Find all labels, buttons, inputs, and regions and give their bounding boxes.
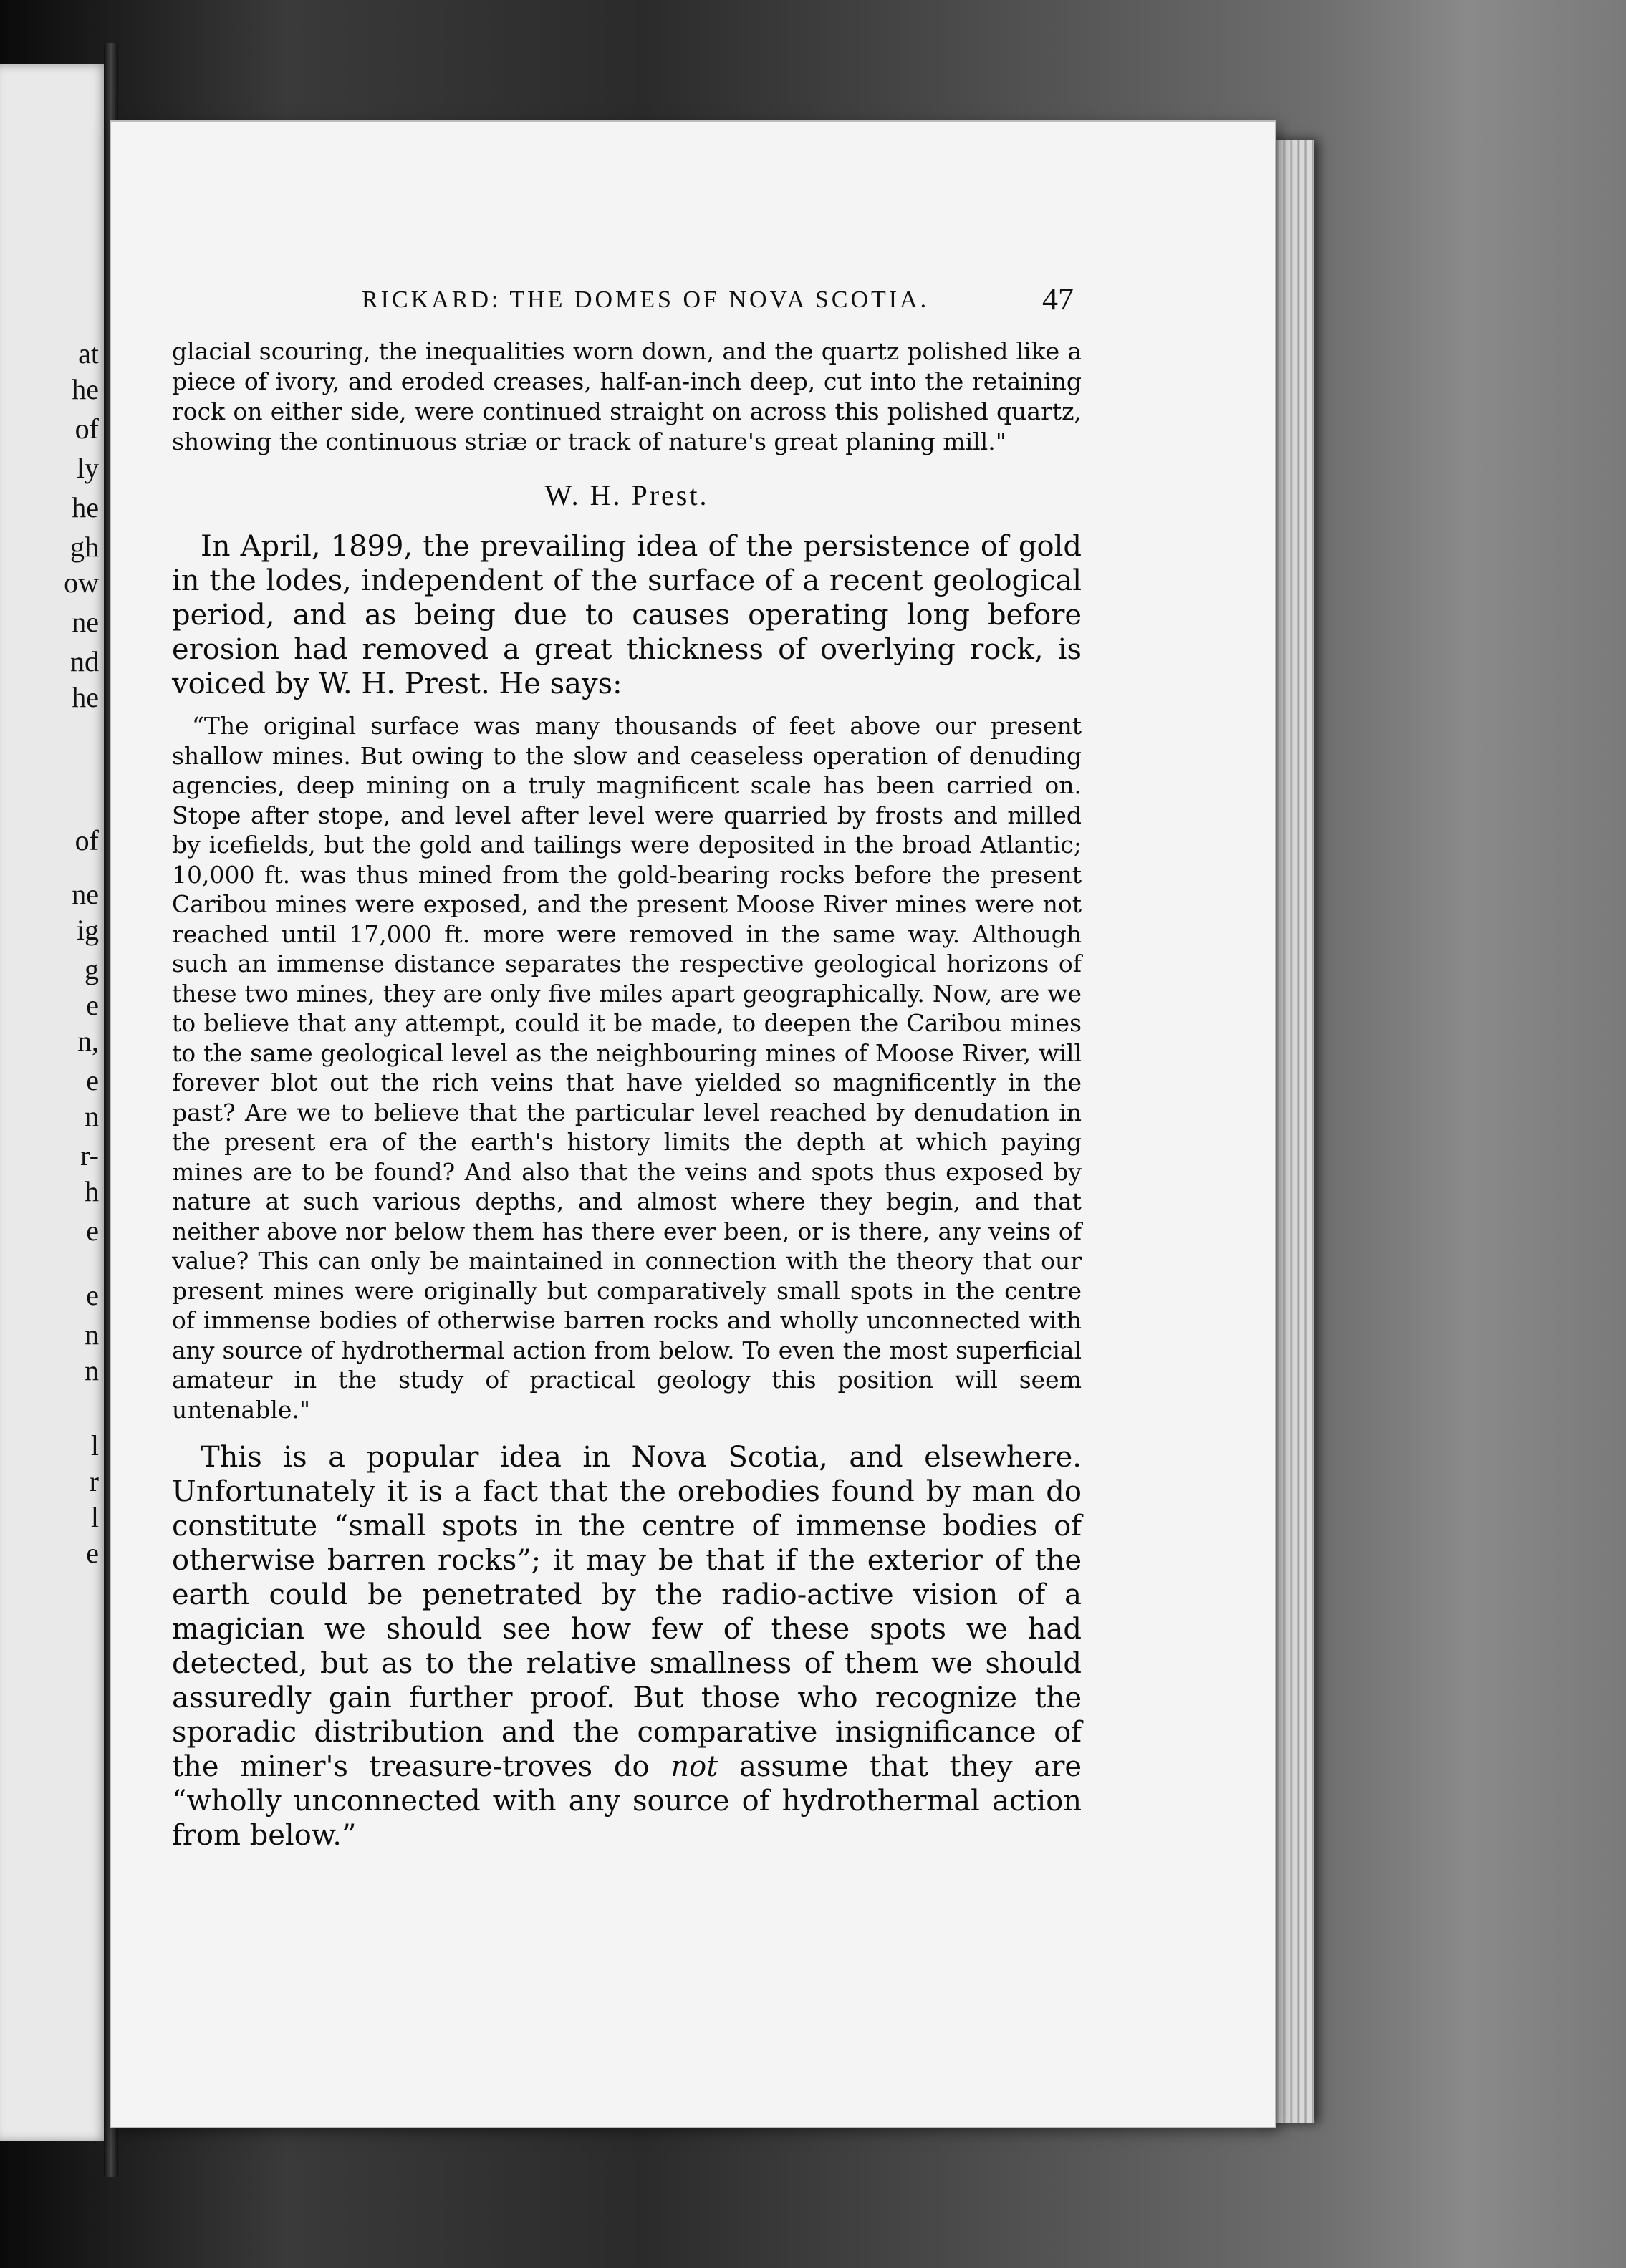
left-page-fragment: ow [64, 566, 99, 599]
paragraph-2-part-2: assume that they are “wholly unconnected with any source of hydrothermal action from below.” [172, 1750, 1082, 1852]
paragraph-2-emphasis: not [670, 1750, 718, 1783]
left-page-fragment: e [86, 1279, 99, 1311]
running-head [111, 122, 1275, 337]
left-page-fragment: of [74, 412, 99, 445]
left-page-fragment: ly [76, 452, 99, 484]
block-quote: “The original surface was many thousands of feet above our present shallow mines. But owing to the slow and ceaseless operation of denuding agencies, deep mining on a truly magnificent scale has been carried on. Stope after stope, and level after level were quarried by frosts and milled by icefields, but the gold and tailings were deposited in the broad Atlantic; 10,000 ft. was thus mined from the gold-bearing rocks before the present Caribou mines were exposed, and the present Moose River mines were not reached until 17,000 ft. more were removed in the same way. Although such an immense distance separates the respective geological horizons of these two mines, they are only five miles apart geographically. Now, are we to believe that any attempt, could it be made, to deepen the Caribou mines to the same geological level as the neighbouring mines of Moose River, will forever blot out the rich veins that have yielded so magnificently in the past? Are we to believe that the particular level reached by denudation in the present era of the earth's history limits the depth at which paying mines are to be found? And also that the veins and spots thus exposed by nature at such various depths, and almost where they begin, and that neither above nor below them has there ever been, or is there, any veins of value? This can only be maintained in connection with the theory that our present mines were originally but comparatively small spots in the centre of immense bodies of otherwise barren rocks and wholly unconnected with any source of hydrothermal action from below. To even the most superficial amateur in the study of practical geology this position will seem untenable." [172, 712, 1082, 1424]
left-page-fragment: ne [72, 606, 99, 638]
paragraph-1: In April, 1899, the prevailing idea of the persistence of gold in the lodes, independent of the surface of a recent geological period, and as being due to causes operating long before erosion had removed a great thickness of overlying rock, is voiced by W. H. Prest. He says: [172, 530, 1082, 700]
left-page-fragment: e [86, 989, 99, 1021]
paragraph-2 [172, 1440, 1082, 1853]
left-page-fragment: ig [76, 914, 99, 946]
left-facing-page [0, 64, 107, 2141]
left-page-fragment: e [86, 1064, 99, 1096]
left-page-fragment: l [90, 1429, 99, 1462]
left-page-fragment: l [90, 1501, 99, 1533]
quote-continuation: glacial scouring, the inequalities worn down, and the quartz polished like a piece of ivory, and eroded creases, half-an-inch deep, cut into the retaining rock on either side, were continued straight on across this polished quartz, showing the continuous striæ or track of nature's great planing mill." [172, 337, 1082, 455]
left-page-fragment: at [78, 337, 99, 370]
text-block [172, 337, 1082, 1853]
left-page-fragment: n [85, 1100, 99, 1132]
left-page-fragment: e [86, 1537, 99, 1569]
section-heading: W. H. Prest. [544, 479, 709, 511]
left-page-fragment: ne [72, 878, 99, 910]
left-page-fragment: he [72, 373, 99, 405]
left-page-fragment: g [85, 953, 99, 985]
left-page-fragment: nd [70, 645, 99, 677]
left-page-fragment: r [89, 1465, 99, 1497]
left-page-fragment: n [85, 1318, 99, 1351]
left-page-fragment: n [85, 1354, 99, 1386]
running-head-title: RICKARD: THE DOMES OF NOVA SCOTIA. [362, 286, 930, 313]
left-page-fragment: gh [70, 531, 99, 563]
paragraph-2-part-1: This is a popular idea in Nova Scotia, and elsewhere. Unfortunately it is a fact that the orebodies found by man do constitute “small spots in the centre of immense bodies of otherwise barren rocks”; it may be that if the exterior of the earth could be penetrated by the radio-active vision of a magician we should see how few of these spots we had detected, but as to the relative smallness of them we should assuredly gain further proof. But those who recognize the sporadic distribution and the comparative insignificance of the miner's treasure-troves do [172, 1441, 1082, 1783]
left-page-fragment: of [74, 824, 99, 856]
left-page-fragment: he [72, 491, 99, 523]
left-page-fragment: r- [80, 1139, 99, 1172]
left-page-fragment: h [85, 1175, 99, 1207]
left-page-fragment: e [86, 1215, 99, 1247]
page-number: 47 [1042, 281, 1074, 317]
left-page-fragment: n, [77, 1025, 99, 1057]
left-page-fragment: he [72, 681, 99, 713]
